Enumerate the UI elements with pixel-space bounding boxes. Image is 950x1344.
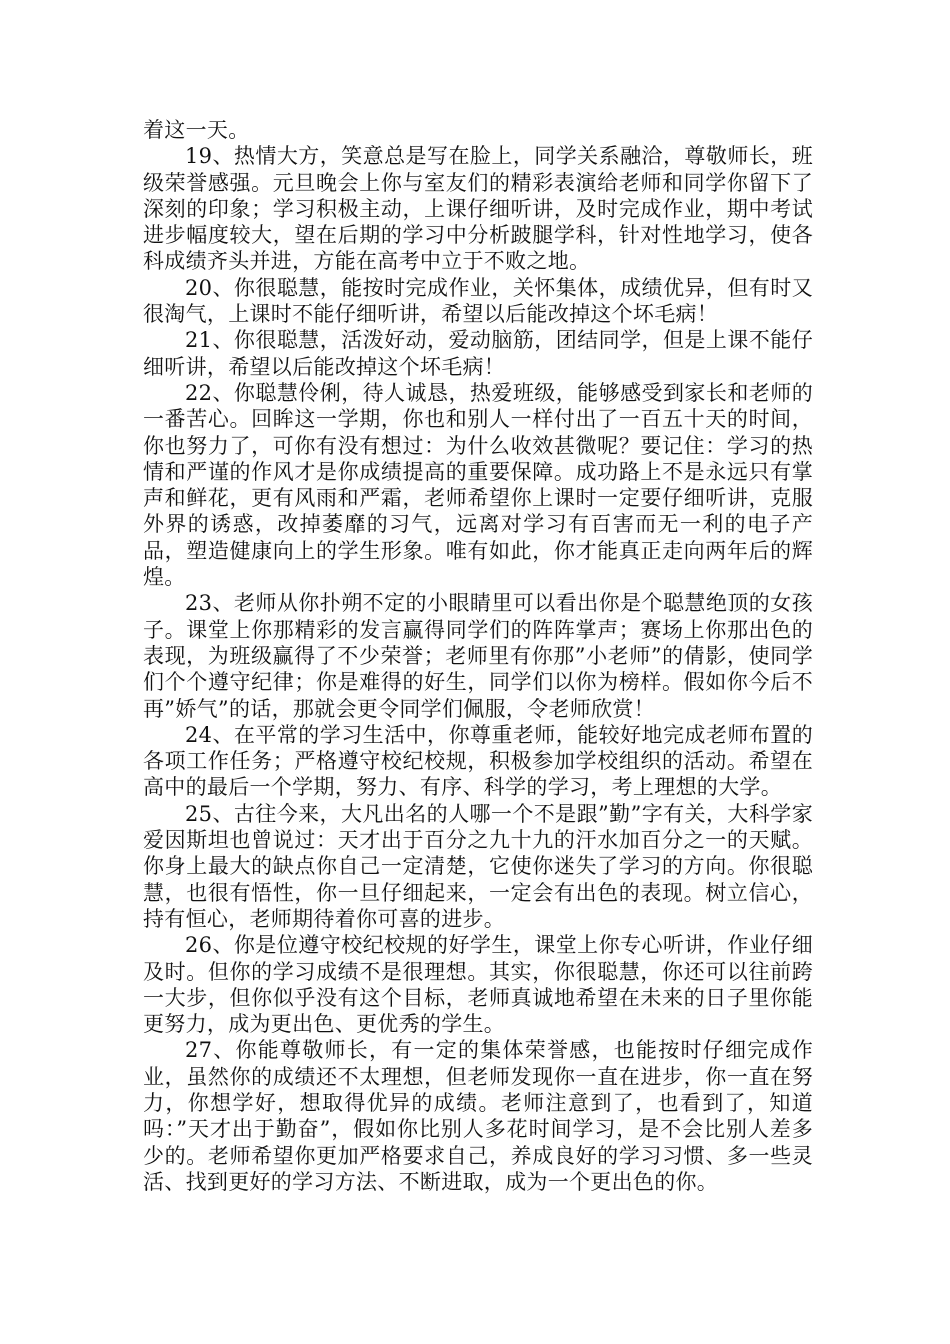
paragraph-comment-23: 23、老师从你扑朔不定的小眼睛里可以看出你是个聪慧绝顶的女孩子。课堂上你那精彩的发言赢得同学们的阵阵掌声；赛场上你那出色的表现，为班级赢得了不少荣誉；老师里有你那”小老师”的倩影，使同学们个个遵守纪律；你是难得的好生，同学们以你为榜样。假如你今后不再”娇气”的话，那就会更令同学们佩服，令老师欣赏！ <box>143 591 813 721</box>
paragraph-comment-24: 24、在平常的学习生活中，你尊重老师，能较好地完成老师布置的各项工作任务；严格遵守校纪校规，积极参加学校组织的活动。希望在高中的最后一个学期，努力、有序、科学的学习，考上理想的大学。 <box>143 722 813 800</box>
paragraph-comment-25: 25、古往今来，大凡出名的人哪一个不是跟”勤”字有关，大科学家爱因斯坦也曾说过：天才出于百分之九十九的汗水加百分之一的天赋。你身上最大的缺点你自己一定清楚，它使你迷失了学习的方向。你很聪慧，也很有悟性，你一旦仔细起来，一定会有出色的表现。树立信心，持有恒心，老师期待着你可喜的进步。 <box>143 801 813 931</box>
paragraph-comment-19: 19、热情大方，笑意总是写在脸上，同学关系融洽，尊敬师长，班级荣誉感强。元旦晚会上你与室友们的精彩表演给老师和同学你留下了深刻的印象；学习积极主动，上课仔细听讲，及时完成作业，期中考试进步幅度较大，望在后期的学习中分析跛腿学科，针对性地学习，使各科成绩齐头并进，方能在高考中立于不败之地。 <box>143 144 813 274</box>
paragraph-comment-21: 21、你很聪慧，活泼好动，爱动脑筋，团结同学，但是上课不能仔细听讲，希望以后能改掉这个坏毛病！ <box>143 328 813 379</box>
paragraph-comment-27: 27、你能尊敬师长，有一定的集体荣誉感，也能按时仔细完成作业，虽然你的成绩还不太理想，但老师发现你一直在进步，你一直在努力，你想学好，想取得优异的成绩。老师注意到了，也看到了，知道吗：”天才出于勤奋”，假如你比别人多花时间学习，是不会比别人差多少的。老师希望你更加严格要求自己，养成良好的学习习惯、多一些灵活、找到更好的学习方法、不断进取，成为一个更出色的你。 <box>143 1038 813 1194</box>
paragraph-comment-22: 22、你聪慧伶俐，待人诚恳，热爱班级，能够感受到家长和老师的一番苦心。回眸这一学期，你也和别人一样付出了一百五十天的时间，你也努力了，可你有没有想过：为什么收效甚微呢？要记住：学习的热情和严谨的作风才是你成绩提高的重要保障。成功路上不是永远只有掌声和鲜花，更有风雨和严霜，老师希望你上课时一定要仔细听讲，克服外界的诱惑，改掉萎靡的习气，远离对学习有百害而无一利的电子产品，塑造健康向上的学生形象。唯有如此，你才能真正走向两年后的辉煌。 <box>143 380 813 590</box>
paragraph-comment-20: 20、你很聪慧，能按时完成作业，关怀集体，成绩优异，但有时又很淘气，上课时不能仔细听讲，希望以后能改掉这个坏毛病！ <box>143 275 813 327</box>
document-body <box>143 117 813 1195</box>
paragraph-continuation: 着这一天。 <box>143 118 250 142</box>
paragraph-comment-26: 26、你是位遵守校纪校规的好学生，课堂上你专心听讲，作业仔细及时。但你的学习成绩不是很理想。其实，你很聪慧，你还可以往前跨一大步，但你似乎没有这个目标，老师真诚地希望在未来的日子里你能更努力，成为更出色、更优秀的学生。 <box>143 933 813 1037</box>
